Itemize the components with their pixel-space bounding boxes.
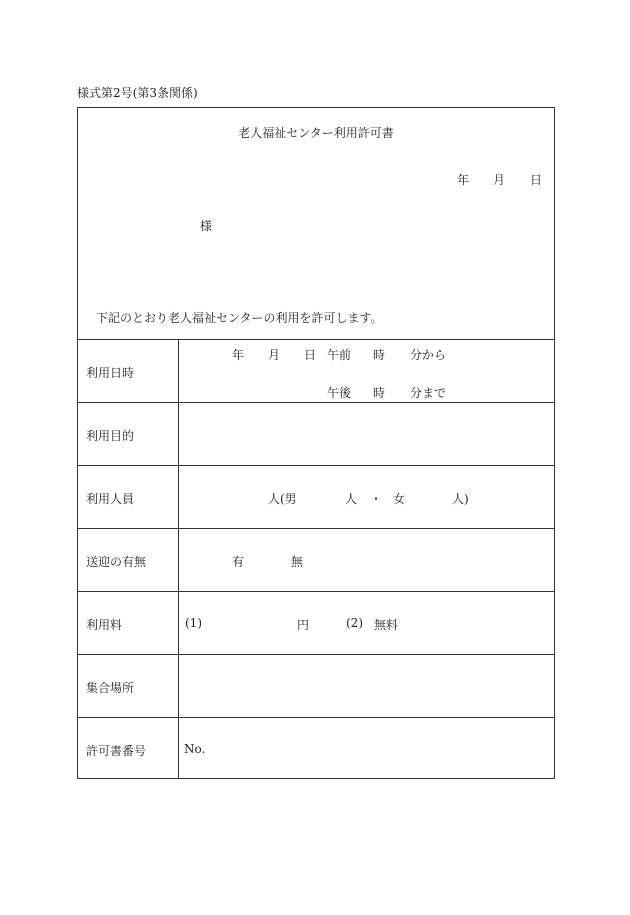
divider-row-3 xyxy=(78,528,554,529)
datetime-minute-until: 分まで xyxy=(410,386,447,400)
label-column-divider xyxy=(178,339,179,778)
transport-yes: 有 xyxy=(232,555,245,569)
permit-statement: 下記のとおり老人福祉センターの利用を許可します。 xyxy=(96,311,383,325)
form-number: 様式第2号(第3条関係) xyxy=(77,86,198,100)
datetime-year: 年 xyxy=(232,348,245,362)
people-total: 人(男 xyxy=(268,492,297,506)
people-male: 人 xyxy=(345,492,358,506)
divider-row-2 xyxy=(78,465,554,466)
divider-row-6 xyxy=(78,717,554,718)
issue-date-year-label: 年 xyxy=(457,173,470,187)
datetime-hour-from: 時 xyxy=(373,348,386,362)
recipient-honorific: 様 xyxy=(200,219,213,233)
datetime-day: 日 xyxy=(304,348,317,362)
divider-row-1 xyxy=(78,402,554,403)
row-label-datetime: 利用日時 xyxy=(86,366,135,380)
permit-title: 老人福祉センター利用許可書 xyxy=(238,126,394,140)
permit-no-prefix: No. xyxy=(184,742,206,756)
people-separator: ・ xyxy=(370,492,383,506)
row-label-purpose: 利用目的 xyxy=(86,429,135,443)
people-female-label: 女 xyxy=(393,492,406,506)
row-label-people: 利用人員 xyxy=(86,492,135,506)
datetime-hour-until: 時 xyxy=(373,386,386,400)
datetime-month: 月 xyxy=(268,348,281,362)
row-label-transport: 送迎の有無 xyxy=(86,555,147,569)
transport-no: 無 xyxy=(291,555,304,569)
divider-row-5 xyxy=(78,654,554,655)
people-female: 人) xyxy=(452,492,469,506)
row-label-meeting: 集合場所 xyxy=(86,681,135,695)
datetime-minute-from: 分から xyxy=(410,348,447,362)
issue-date-month-label: 月 xyxy=(493,173,506,187)
permit-form xyxy=(77,107,555,779)
fee-option-1: (1) xyxy=(185,616,202,630)
row-label-permit-no: 許可書番号 xyxy=(86,744,147,758)
fee-option-2: (2) xyxy=(346,616,363,630)
divider-row-4 xyxy=(78,591,554,592)
issue-date-day-label: 日 xyxy=(530,173,543,187)
datetime-am: 午前 xyxy=(327,348,352,362)
divider-header xyxy=(78,339,554,340)
datetime-pm: 午後 xyxy=(327,386,352,400)
fee-free: 無料 xyxy=(374,618,399,632)
fee-yen: 円 xyxy=(297,618,310,632)
row-label-fee: 利用料 xyxy=(86,618,123,632)
